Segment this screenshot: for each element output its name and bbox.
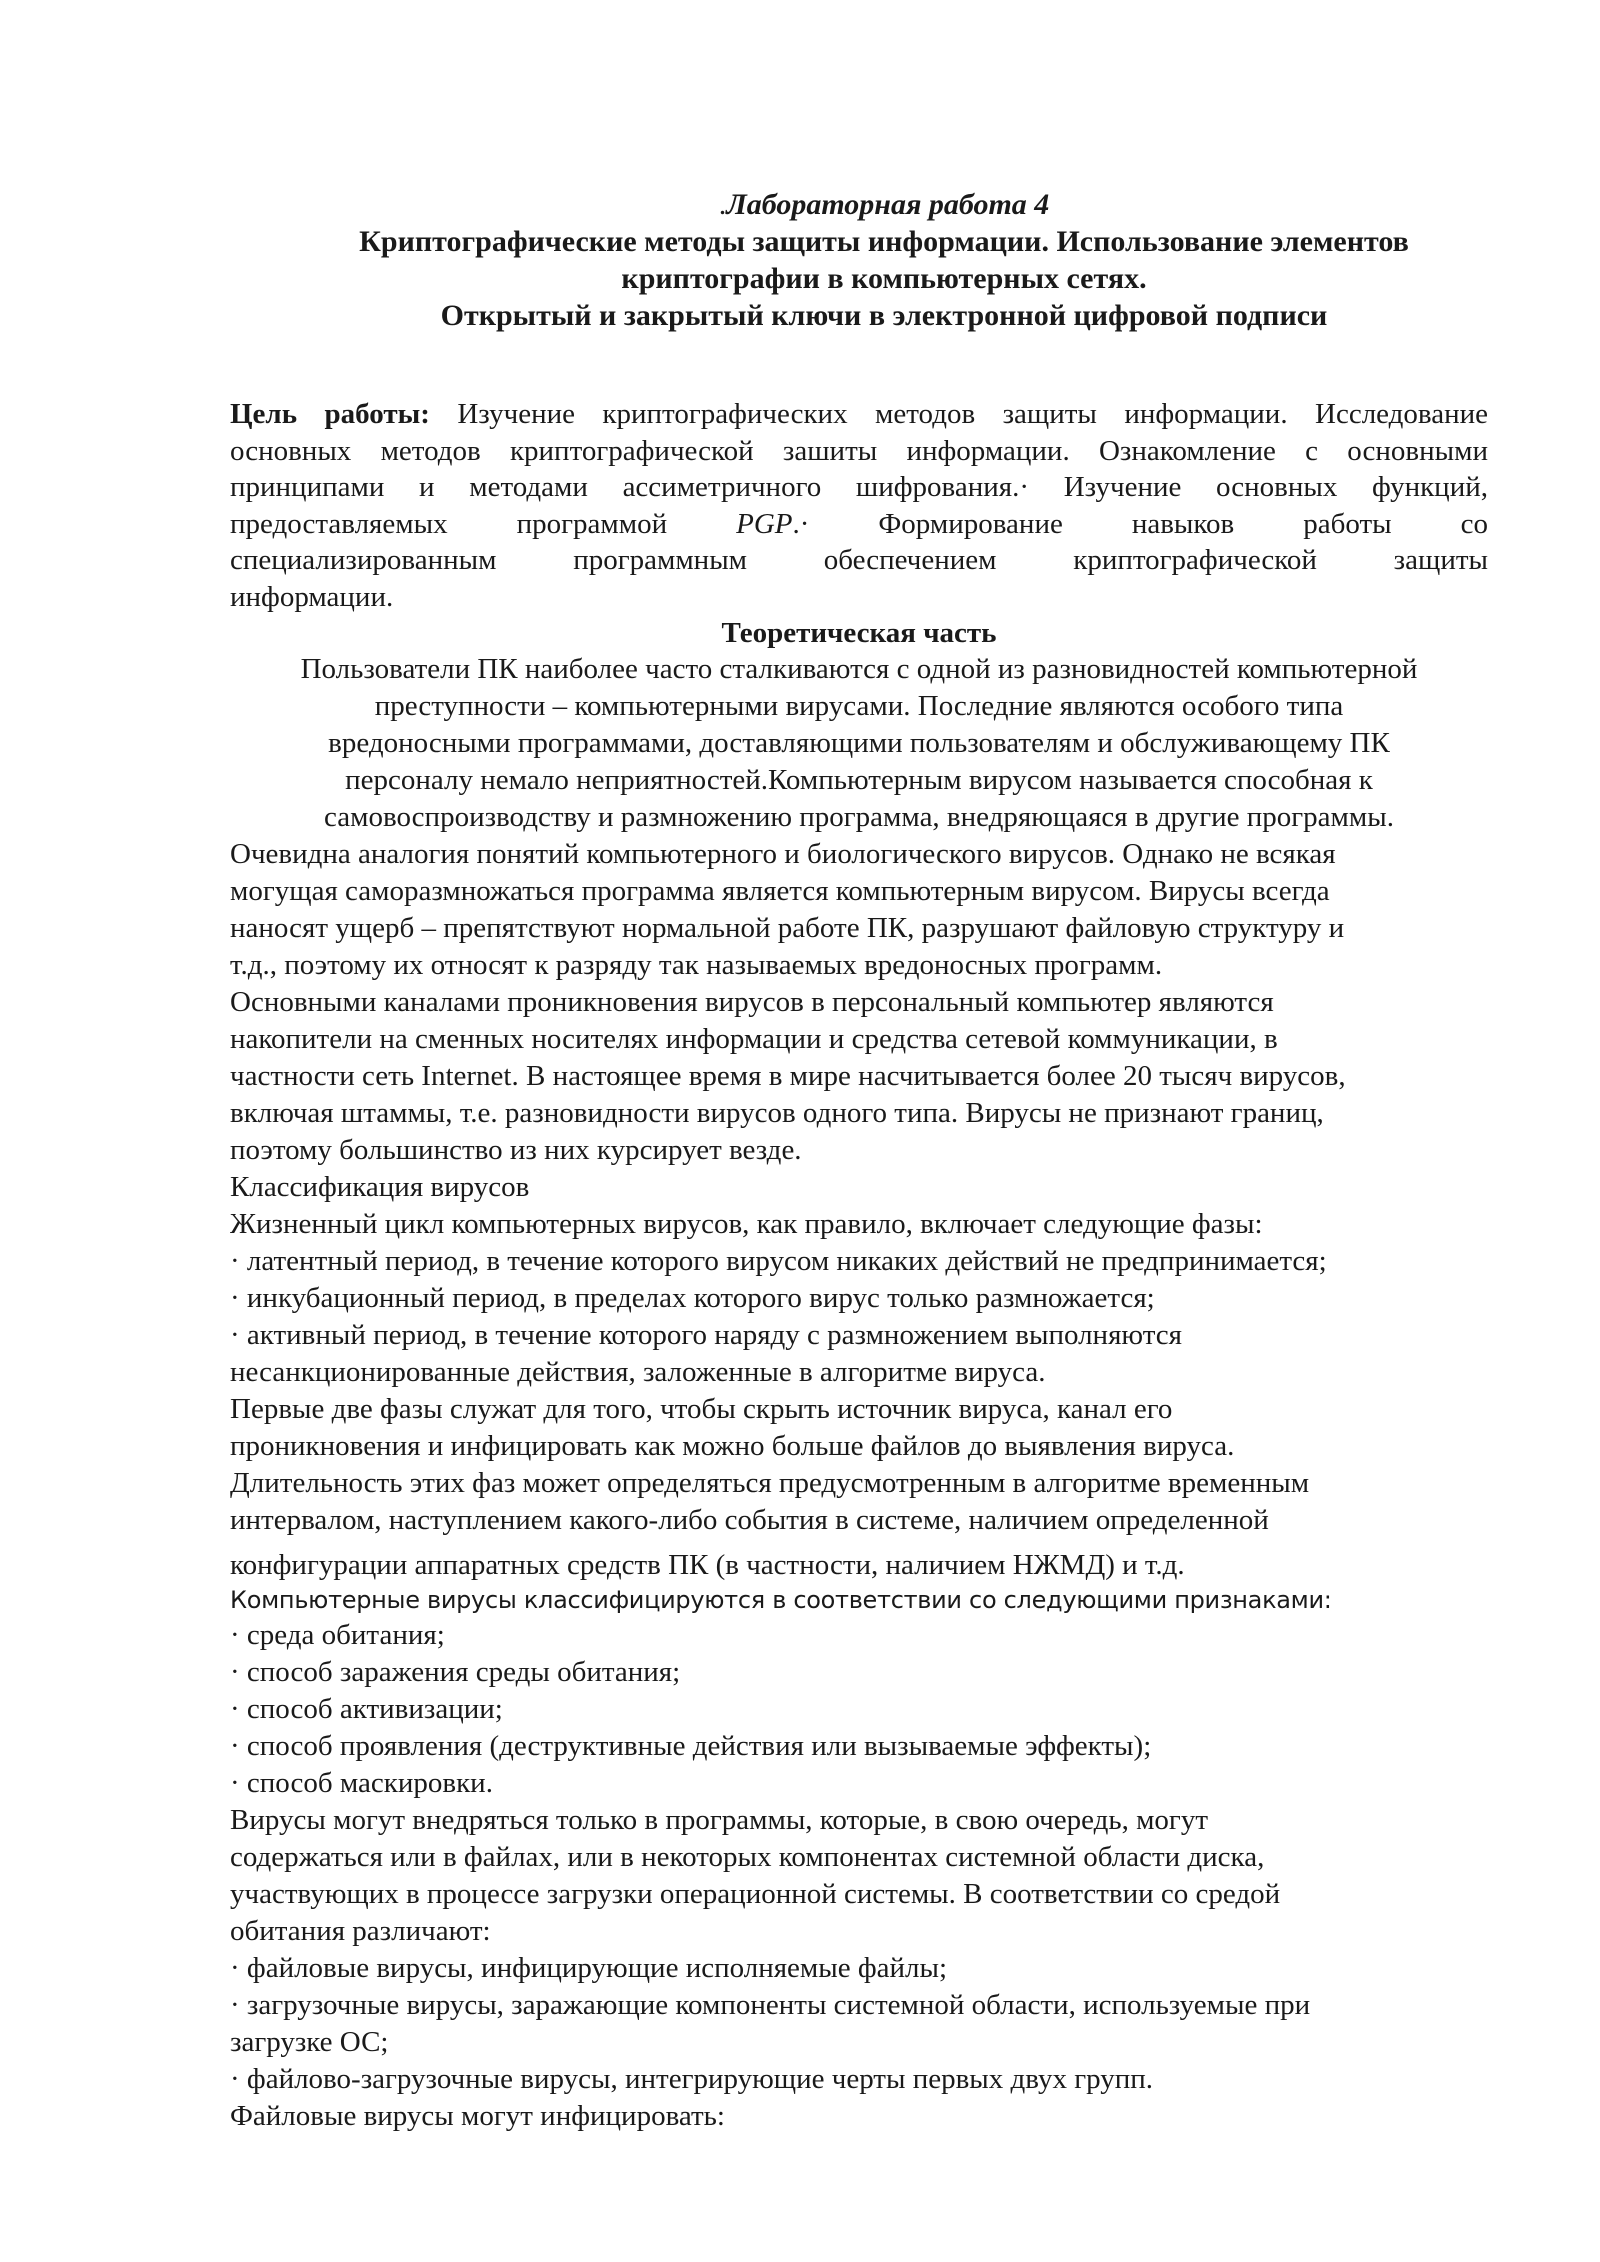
goal-label: Цель работы: [230,398,430,430]
goal-line [230,506,1488,543]
list-item: · способ проявления (деструктивные действия или вызываемые эффекты); [230,1730,1152,1762]
subtitle-line-2: криптографии в компьютерных сетях. [621,262,1147,295]
text-line: · латентный период, в течение которого вирусом никаких действий не предпринимается; [230,1245,1327,1277]
text-line: Основными каналами проникновения вирусов в персональный компьютер являются [230,986,1274,1018]
goal-line: принципами и методами ассиметричного шифрования.· Изучение основных функций, [230,471,1488,503]
paragraph-channels [230,984,1488,1169]
text-line: · активный период, в течение которого наряду с размножением выполняются [230,1319,1182,1351]
text-line: наносят ущерб – препятствуют нормальной работе ПК, разрушают файловую структуру и [230,912,1345,944]
goal-line: основных методов криптографической зашиты информации. Ознакомление с основными [230,434,1488,467]
text-line: проникновения и инфицировать как можно больше файлов до выявления вируса. [230,1430,1235,1462]
text-line: Длительность этих фаз может определяться предусмотренным в алгоритме временным [230,1467,1310,1499]
intro-line: преступности – компьютерными вирусами. Последние являются особого типа [374,690,1344,722]
text-line: частности сеть Internet. В настоящее время в мире насчитывается более 20 тысяч вирусов, [230,1060,1346,1092]
text-line: содержаться или в файлах, или в некоторых компонентах системной области диска, [230,1841,1265,1873]
intro-line: Пользователи ПК наиболее часто сталкиваются с одной из разновидностей компьютерной [300,653,1418,685]
text-line: поэтому большинство из них курсирует везде. [230,1134,802,1166]
lab-title [280,186,1488,223]
text-line: включая штаммы, т.е. разновидности вирусов одного типа. Вирусы не признают границ, [230,1097,1324,1129]
subtitle-line-1: Криптографические методы защиты информации. Использование элементов [359,225,1409,258]
goal-text: предоставляемых программой [230,507,737,540]
pgp-term: PGP [736,507,793,540]
text-line: Вирусы могут внедряться только в программы, которые, в свою очередь, могут [230,1804,1208,1836]
text-line: интервалом, наступлением какого-либо события в системе, наличием определенной [230,1504,1269,1536]
text-line: · инкубационный период, в пределах которого вирус только размножается; [230,1282,1155,1314]
text-line: обитания различают: [230,1915,491,1947]
text-line: загрузке ОС; [230,2026,389,2058]
goal-line [230,396,1488,433]
text-line: конфигурации аппаратных средств ПК (в частности, наличием НЖМД) и т.д. [230,1549,1185,1581]
theory-heading: Теоретическая часть [721,617,997,649]
list-item: · способ маскировки. [230,1767,493,1799]
goal-section [230,396,1488,615]
subtitle-line-3: Открытый и закрытый ключи в электронной цифровой подписи [440,299,1328,332]
intro-line: самовоспроизводству и размножению программа, внедряющаяся в другие программы. [324,801,1394,833]
paragraph-analogy [230,836,1488,984]
intro-line: персоналу немало неприятностей.Компьютерным вирусом называется способная к [345,764,1373,796]
paragraph-lifecycle [230,1206,1488,1584]
title-block [280,186,1488,334]
text-line: несанкционированные действия, заложенные в алгоритме вируса. [230,1356,1046,1388]
list-item: · файловые вирусы, инфицирующие исполняемые файлы; [230,1952,948,1984]
document-content [230,186,1488,2135]
text-line: Жизненный цикл компьютерных вирусов, как правило, включает следующие фазы: [230,1208,1263,1240]
text-line: Очевидна аналогия понятий компьютерного и биологического вирусов. Однако не всякая [230,838,1336,870]
text-line: могущая саморазмножаться программа является компьютерным вирусом. Вирусы всегда [230,875,1330,907]
paragraph-habitat [230,1802,1488,2135]
list-item: · способ заражения среды обитания; [230,1656,681,1688]
goal-line: специализированным программным обеспечением криптографической защиты [230,544,1488,576]
text-line: Первые две фазы служат для того, чтобы скрыть источник вируса, канал его [230,1393,1173,1425]
spacer [230,1539,1488,1547]
goal-text: Изучение криптографических методов защиты информации. Исследование [457,398,1488,430]
classification-intro: Компьютерные вирусы классифицируются в соответствии со следующими признаками: [230,1586,1332,1614]
text-line: накопители на сменных носителях информации и средства сетевой коммуникации, в [230,1023,1278,1055]
intro-line: вредоносными программами, доставляющими пользователям и обслуживающему ПК [328,727,1390,759]
feature-list [230,1617,1488,1802]
text-line: Файловые вирусы могут инфицировать: [230,2100,725,2132]
theory-intro [230,651,1488,836]
list-item: · файлово-загрузочные вирусы, интегрирующие черты первых двух групп. [230,2063,1154,2095]
title-dot: . [718,188,727,221]
goal-line: информации. [230,580,394,613]
goal-text: .· Формирование навыков работы со [792,507,1488,540]
lab-title-text: Лабораторная работа 4 [726,188,1050,221]
classification-heading: Классификация вирусов [230,1171,530,1203]
list-item: · способ активизации; [230,1693,503,1725]
list-item: · среда обитания; [230,1619,445,1651]
list-item: · загрузочные вирусы, заражающие компоненты системной области, используемые при [230,1989,1311,2021]
text-line: участвующих в процессе загрузки операционной системы. В соответствии со средой [230,1878,1281,1910]
text-line: т.д., поэтому их относят к разряду так называемых вредоносных программ. [230,949,1163,981]
